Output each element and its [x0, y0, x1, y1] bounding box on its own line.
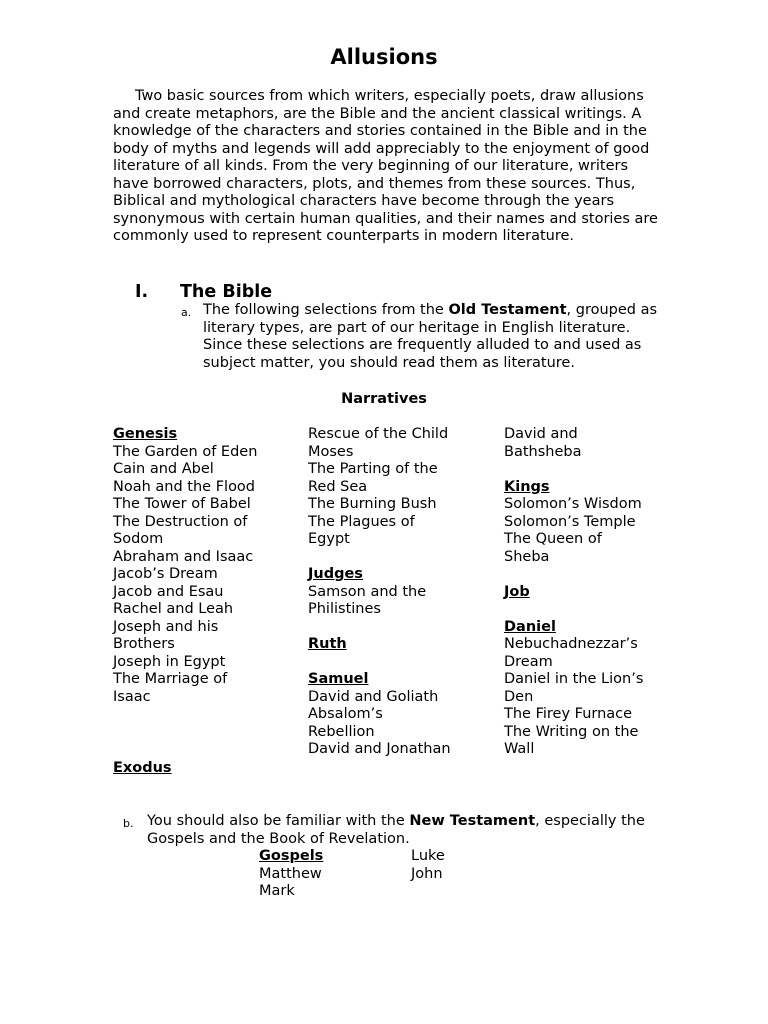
book-heading-ruth: Ruth: [308, 636, 347, 652]
list-item: Brothers: [113, 636, 175, 652]
list-item: Den: [504, 688, 534, 705]
list-item: Rescue of the Child: [308, 426, 449, 442]
list-item: The Tower of Babel: [113, 496, 251, 512]
book-heading-kings: Kings: [504, 478, 550, 495]
list-item: Dream: [504, 653, 553, 670]
list-item: Rachel and Leah: [113, 601, 234, 617]
list-item: Bathsheba: [504, 443, 582, 460]
intro-paragraph: [113, 88, 658, 246]
list-item: The Destruction of: [113, 513, 248, 530]
list-item: David and Goliath: [308, 688, 439, 705]
list-item: The Plagues of: [308, 513, 415, 530]
spacer: [504, 601, 694, 619]
narratives-column-3: [504, 426, 694, 759]
book-heading-samuel: Samuel: [308, 671, 369, 687]
list-item: Cain and Abel: [113, 461, 214, 477]
intro-text: Two basic sources from which writers, especially poets, draw allusions and create metaphors, are the Bible and the ancient classical writings. A knowledge of the characters and stories contained in the Bible and in the body of myths and legends will add appreciably to the enjoyment of good literature of all kinds. From the very beginning of our literature, writers have borrowed characters, plots, and themes from these sources. Thus, Biblical and mythological characters have become through the years synonymous with certain human qualities, and their names and stories are commonly used to represent counterparts in modern literature.: [113, 88, 658, 244]
list-item: Sodom: [113, 531, 164, 547]
list-item: The Parting of the: [308, 461, 438, 477]
book-heading-job: Job: [504, 583, 530, 600]
list-item: Absalom’s: [308, 706, 383, 722]
item-a-after: , grouped as literary types, are part of our heritage in English literature. Since these selections are frequently alluded to and used as subject matter, you should read them as literature.: [203, 302, 658, 371]
list-item: The Queen of: [504, 531, 602, 547]
list-item: Samson and the: [308, 583, 427, 600]
new-testament-emphasis: New Testament: [409, 813, 536, 829]
list-item: Joseph in Egypt: [113, 653, 226, 670]
list-item: Nebuchadnezzar’s: [504, 636, 638, 652]
list-item: Mark: [259, 883, 295, 899]
gospels-heading: Gospels: [259, 848, 324, 864]
list-item: The Writing on the: [504, 723, 639, 740]
list-item: Noah and the Flood: [113, 478, 256, 495]
list-item: David and Jonathan: [308, 741, 451, 757]
spacer: [504, 566, 694, 584]
list-item: Rebellion: [308, 723, 375, 740]
list-item: Jacob’s Dream: [113, 566, 218, 582]
list-item: John: [411, 865, 443, 882]
list-item: David and: [504, 426, 578, 442]
list-item: Luke: [411, 848, 445, 864]
list-item: Isaac: [113, 688, 151, 705]
section-title: The Bible: [180, 282, 273, 302]
list-item: Jacob and Esau: [113, 583, 224, 600]
item-b-text: [147, 813, 677, 848]
list-item: Abraham and Isaac: [113, 548, 254, 565]
list-item: Philistines: [308, 601, 381, 617]
spacer: [308, 654, 498, 672]
item-b-before: You should also be familiar with the: [147, 813, 410, 829]
list-item: Moses: [308, 443, 354, 460]
item-a-text: [203, 302, 658, 372]
list-item: The Garden of Eden: [113, 443, 258, 460]
book-heading-daniel: Daniel: [504, 618, 556, 635]
list-item: The Burning Bush: [308, 496, 437, 512]
old-testament-emphasis: Old Testament: [448, 302, 567, 318]
spacer: [308, 619, 498, 637]
narratives-column-2: [308, 426, 498, 759]
list-item: Daniel in the Lion’s: [504, 671, 644, 687]
list-item: Joseph and his: [113, 618, 219, 635]
spacer: [308, 549, 498, 567]
item-b-after: , especially the Gospels and the Book of Revelation.: [147, 813, 645, 847]
list-item: Wall: [504, 741, 535, 757]
list-item: Sheba: [504, 548, 550, 565]
gospels-column-2: [411, 848, 445, 883]
list-item: Solomon’s Wisdom: [504, 496, 642, 512]
gospels-column-1: [259, 848, 323, 901]
book-heading-exodus: Exodus: [113, 760, 172, 776]
book-heading-genesis: Genesis: [113, 426, 178, 442]
list-item: Red Sea: [308, 478, 368, 495]
item-b-marker: b.: [123, 817, 134, 830]
item-a-marker: a.: [181, 306, 192, 319]
list-item: The Firey Furnace: [504, 706, 633, 722]
narratives-column-1: [113, 426, 303, 706]
list-item: Egypt: [308, 531, 350, 547]
spacer: [504, 461, 694, 479]
list-item: Matthew: [259, 865, 322, 882]
list-item: Solomon’s Temple: [504, 513, 636, 530]
section-number: I.: [135, 282, 149, 302]
item-a-before: The following selections from the: [203, 302, 449, 318]
list-item: The Marriage of: [113, 671, 228, 687]
book-heading-judges: Judges: [308, 566, 363, 582]
narratives-heading: Narratives: [341, 391, 427, 407]
document-title: Allusions: [330, 45, 438, 69]
